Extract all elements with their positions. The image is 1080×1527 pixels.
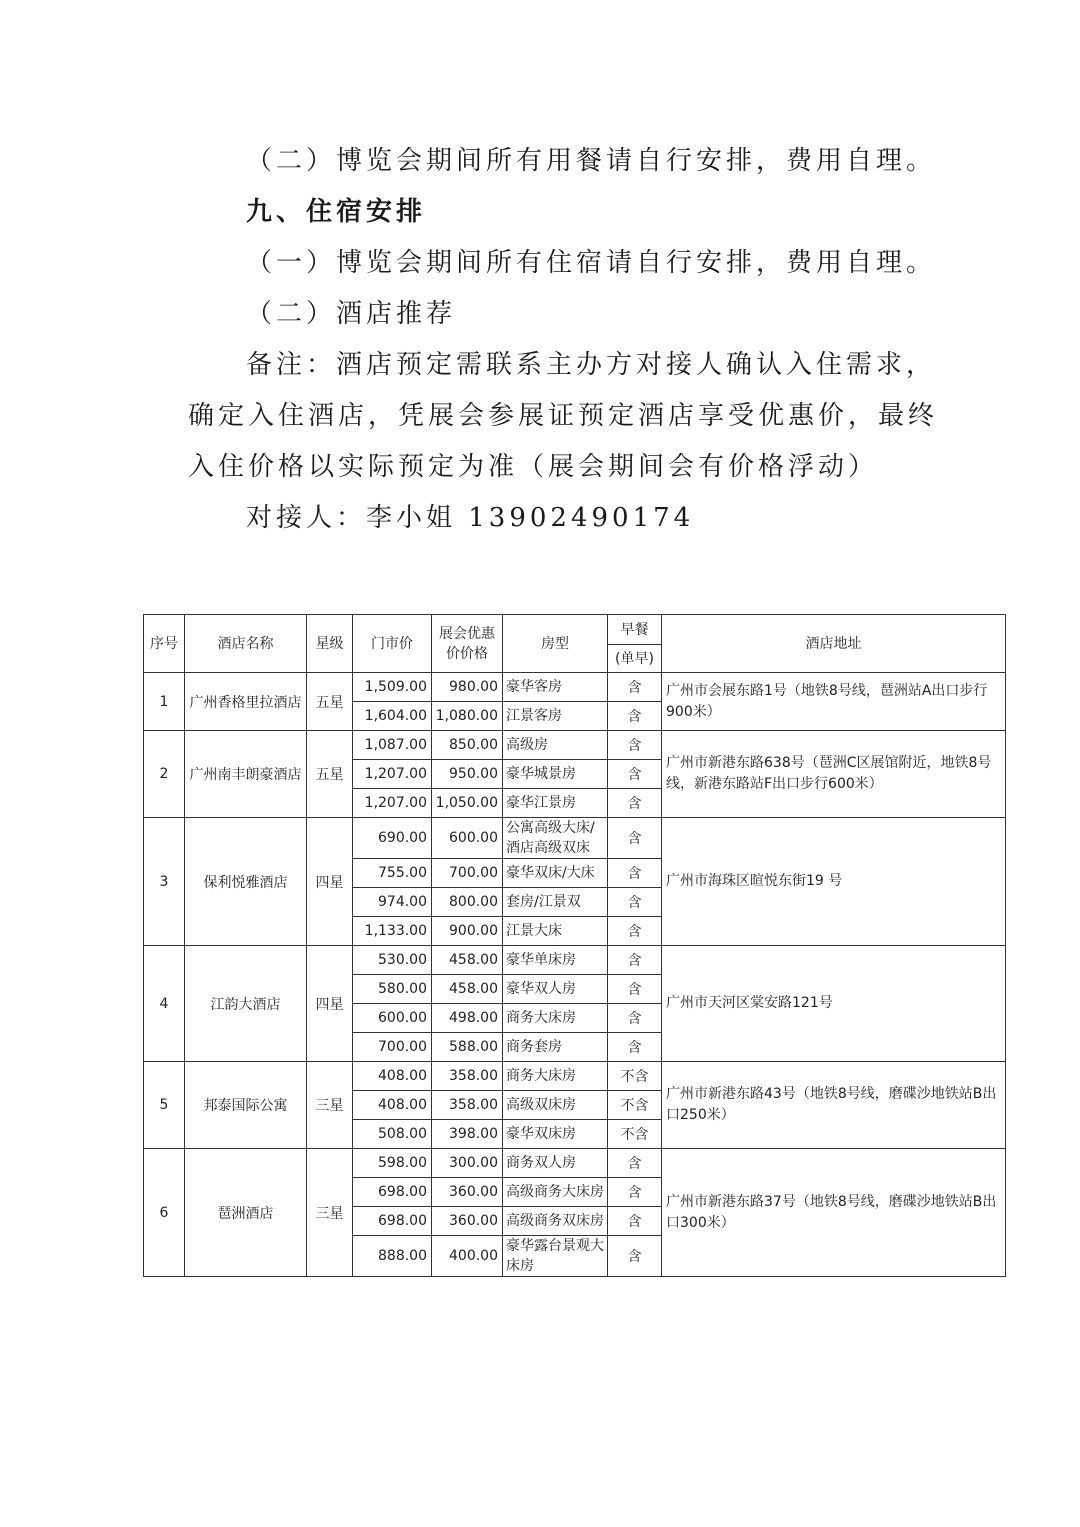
- hotel-no-cell: 4: [144, 946, 185, 1062]
- table-row: [144, 1062, 1006, 1091]
- rack-price-cell: 600.00: [353, 1004, 432, 1033]
- breakfast-cell: 含: [608, 975, 662, 1004]
- rack-price-cell: 1,133.00: [353, 917, 432, 946]
- rack-price-cell: 1,207.00: [353, 789, 432, 818]
- table-row: [144, 1149, 1006, 1178]
- table-row: [144, 946, 1006, 975]
- hotel-name-cell: 广州南丰朗豪酒店: [185, 731, 307, 818]
- hotel-star-cell: 三星: [307, 1062, 353, 1149]
- room-type-cell: 商务大床房: [503, 1062, 608, 1091]
- breakfast-cell: 含: [608, 1207, 662, 1236]
- room-type-cell: 豪华江景房: [503, 789, 608, 818]
- expo-price-cell: 900.00: [432, 917, 503, 946]
- rack-price-cell: 408.00: [353, 1091, 432, 1120]
- room-type-cell: 豪华城景房: [503, 760, 608, 789]
- expo-price-cell: 980.00: [432, 673, 503, 702]
- expo-price-cell: 360.00: [432, 1178, 503, 1207]
- expo-price-cell: 1,080.00: [432, 702, 503, 731]
- expo-price-cell: 358.00: [432, 1062, 503, 1091]
- breakfast-cell: 含: [608, 1236, 662, 1277]
- rack-price-cell: 974.00: [353, 888, 432, 917]
- hotel-name-cell: 江韵大酒店: [185, 946, 307, 1062]
- breakfast-cell: 不含: [608, 1062, 662, 1091]
- expo-price-cell: 358.00: [432, 1091, 503, 1120]
- hotel-address-cell: 广州市海珠区暄悦东街19 号: [662, 818, 1006, 946]
- header-rack-price: 门市价: [353, 615, 432, 673]
- expo-price-cell: 700.00: [432, 859, 503, 888]
- table-row: [144, 731, 1006, 760]
- section-heading-accommodation: 九、住宿安排: [246, 197, 427, 227]
- hotel-name-cell: 琶洲酒店: [185, 1149, 307, 1277]
- table-row: [144, 673, 1006, 702]
- room-type-cell: 套房/江景双: [503, 888, 608, 917]
- rack-price-cell: 1,207.00: [353, 760, 432, 789]
- hotel-star-cell: 四星: [307, 818, 353, 946]
- paragraph-note-line-1: 备注：酒店预定需联系主办方对接人确认入住需求，: [246, 350, 937, 380]
- expo-price-cell: 300.00: [432, 1149, 503, 1178]
- room-type-cell: 高级双床房: [503, 1091, 608, 1120]
- expo-price-cell: 600.00: [432, 818, 503, 859]
- breakfast-cell: 含: [608, 1004, 662, 1033]
- rack-price-cell: 1,604.00: [353, 702, 432, 731]
- paragraph-hotel-recommend: （二）酒店推荐: [246, 299, 457, 329]
- breakfast-cell: 含: [608, 818, 662, 859]
- paragraph-note-line-2: 确定入住酒店，凭展会参展证预定酒店享受优惠价，最终: [188, 401, 939, 431]
- hotel-no-cell: 6: [144, 1149, 185, 1277]
- breakfast-cell: 含: [608, 702, 662, 731]
- header-room-type: 房型: [503, 615, 608, 673]
- room-type-cell: 豪华双人房: [503, 975, 608, 1004]
- rack-price-cell: 888.00: [353, 1236, 432, 1277]
- room-type-cell: 高级房: [503, 731, 608, 760]
- header-hotel-name: 酒店名称: [185, 615, 307, 673]
- header-breakfast-sub: (单早): [608, 645, 662, 673]
- room-type-cell: 豪华双床/大床: [503, 859, 608, 888]
- rack-price-cell: 408.00: [353, 1062, 432, 1091]
- breakfast-cell: 含: [608, 859, 662, 888]
- header-address: 酒店地址: [662, 615, 1006, 673]
- paragraph-lodging: （一）博览会期间所有住宿请自行安排，费用自理。: [246, 248, 937, 278]
- room-type-cell: 商务套房: [503, 1033, 608, 1062]
- rack-price-cell: 700.00: [353, 1033, 432, 1062]
- breakfast-cell: 含: [608, 760, 662, 789]
- rack-price-cell: 598.00: [353, 1149, 432, 1178]
- breakfast-cell: 不含: [608, 1091, 662, 1120]
- hotel-name-cell: 保利悦雅酒店: [185, 818, 307, 946]
- breakfast-cell: 含: [608, 673, 662, 702]
- expo-price-cell: 850.00: [432, 731, 503, 760]
- room-type-cell: 豪华单床房: [503, 946, 608, 975]
- room-type-cell: 江景客房: [503, 702, 608, 731]
- room-type-cell: 商务大床房: [503, 1004, 608, 1033]
- hotel-table: [143, 614, 1006, 1277]
- room-type-cell: 豪华双床房: [503, 1120, 608, 1149]
- hotel-address-cell: 广州市新港东路37号（地铁8号线，磨碟沙地铁站B出口300米）: [662, 1149, 1006, 1277]
- hotel-name-cell: 邦泰国际公寓: [185, 1062, 307, 1149]
- expo-price-cell: 950.00: [432, 760, 503, 789]
- rack-price-cell: 1,087.00: [353, 731, 432, 760]
- rack-price-cell: 530.00: [353, 946, 432, 975]
- hotel-address-cell: 广州市天河区棠安路121号: [662, 946, 1006, 1062]
- hotel-address-cell: 广州市会展东路1号（地铁8号线，琶洲站A出口步行900米）: [662, 673, 1006, 731]
- room-type-cell: 商务双人房: [503, 1149, 608, 1178]
- breakfast-cell: 含: [608, 789, 662, 818]
- paragraph-note-line-3: 入住价格以实际预定为准（展会期间会有价格浮动）: [188, 452, 879, 482]
- paragraph-contact: 对接人：李小姐 13902490174: [246, 503, 695, 533]
- expo-price-cell: 360.00: [432, 1207, 503, 1236]
- hotel-star-cell: 三星: [307, 1149, 353, 1277]
- header-expo-price: 展会优惠价价格: [432, 615, 503, 673]
- hotel-address-cell: 广州市新港东路638号（琶洲C区展馆附近，地铁8号线，新港东路站F出口步行600米）: [662, 731, 1006, 818]
- rack-price-cell: 1,509.00: [353, 673, 432, 702]
- hotel-star-cell: 五星: [307, 731, 353, 818]
- breakfast-cell: 含: [608, 1149, 662, 1178]
- rack-price-cell: 755.00: [353, 859, 432, 888]
- hotel-star-cell: 五星: [307, 673, 353, 731]
- expo-price-cell: 400.00: [432, 1236, 503, 1277]
- hotel-name-cell: 广州香格里拉酒店: [185, 673, 307, 731]
- hotel-no-cell: 1: [144, 673, 185, 731]
- rack-price-cell: 698.00: [353, 1207, 432, 1236]
- header-breakfast: 早餐: [608, 615, 662, 645]
- breakfast-cell: 含: [608, 946, 662, 975]
- breakfast-cell: 含: [608, 731, 662, 760]
- hotel-no-cell: 3: [144, 818, 185, 946]
- hotel-no-cell: 5: [144, 1062, 185, 1149]
- expo-price-cell: 800.00: [432, 888, 503, 917]
- breakfast-cell: 含: [608, 888, 662, 917]
- breakfast-cell: 含: [608, 1178, 662, 1207]
- header-star: 星级: [307, 615, 353, 673]
- rack-price-cell: 690.00: [353, 818, 432, 859]
- room-type-cell: 高级商务大床房: [503, 1178, 608, 1207]
- expo-price-cell: 458.00: [432, 946, 503, 975]
- room-type-cell: 江景大床: [503, 917, 608, 946]
- expo-price-cell: 458.00: [432, 975, 503, 1004]
- breakfast-cell: 含: [608, 917, 662, 946]
- room-type-cell: 公寓高级大床/酒店高级双床: [503, 818, 608, 859]
- expo-price-cell: 498.00: [432, 1004, 503, 1033]
- breakfast-cell: 不含: [608, 1120, 662, 1149]
- expo-price-cell: 1,050.00: [432, 789, 503, 818]
- hotel-address-cell: 广州市新港东路43号（地铁8号线，磨碟沙地铁站B出口250米）: [662, 1062, 1006, 1149]
- hotel-no-cell: 2: [144, 731, 185, 818]
- hotel-star-cell: 四星: [307, 946, 353, 1062]
- paragraph-meals: （二）博览会期间所有用餐请自行安排，费用自理。: [246, 146, 937, 176]
- expo-price-cell: 588.00: [432, 1033, 503, 1062]
- breakfast-cell: 含: [608, 1033, 662, 1062]
- rack-price-cell: 508.00: [353, 1120, 432, 1149]
- room-type-cell: 豪华露台景观大床房: [503, 1236, 608, 1277]
- table-row: [144, 818, 1006, 859]
- header-no: 序号: [144, 615, 185, 673]
- room-type-cell: 高级商务双床房: [503, 1207, 608, 1236]
- expo-price-cell: 398.00: [432, 1120, 503, 1149]
- rack-price-cell: 698.00: [353, 1178, 432, 1207]
- rack-price-cell: 580.00: [353, 975, 432, 1004]
- room-type-cell: 豪华客房: [503, 673, 608, 702]
